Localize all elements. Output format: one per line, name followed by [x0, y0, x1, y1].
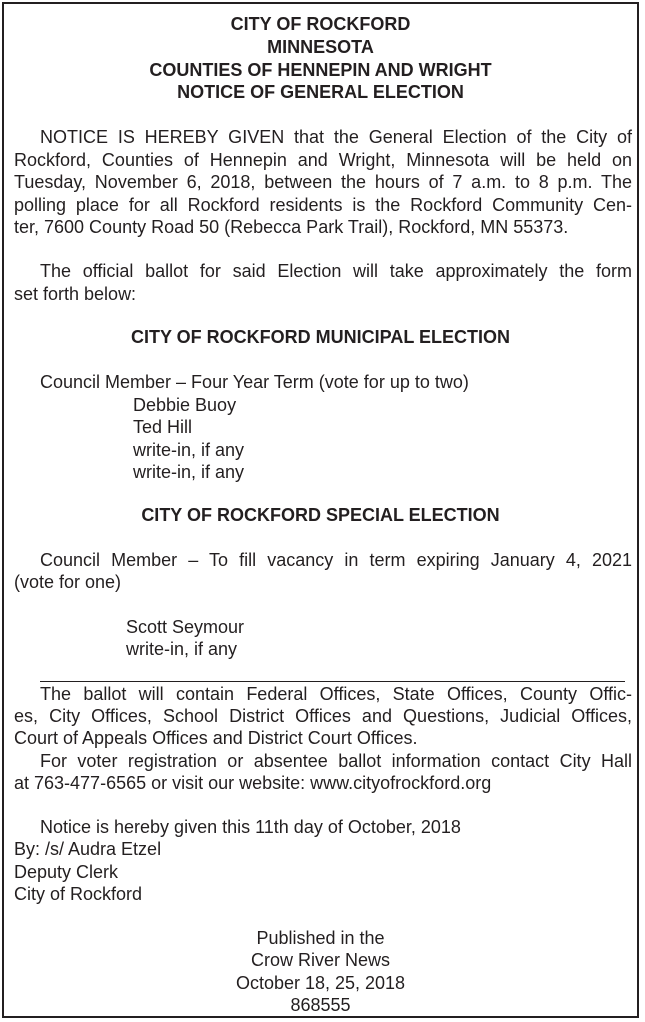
candidate-2: Ted Hill [133, 417, 193, 437]
ballot-note-line-3: Court of Appeals Offices and District Court Offices. [14, 728, 418, 748]
write-in-1: write-in, if any [133, 440, 245, 460]
notice-date: Notice is hereby given this 11th day of October, 2018 [40, 817, 461, 837]
special-candidate: Scott Seymour [126, 617, 245, 637]
special-heading: CITY OF ROCKFORD SPECIAL ELECTION [141, 505, 500, 525]
ballot-intro-line-1: The official ballot for said Election will take approximately the form [40, 261, 632, 281]
intro-line-4: polling place for all Rockford residents is the Rockford Community Cen- [14, 195, 632, 215]
publication-label: Published in the [256, 928, 385, 948]
intro-line-3: Tuesday, November 6, 2018, between the hours of 7 a.m. to 8 p.m. The [14, 172, 632, 192]
signer-organization: City of Rockford [14, 884, 143, 904]
intro-line-2: Rockford, Counties of Hennepin and Wright, Minnesota will be held on [14, 150, 632, 170]
intro-line-5: ter, 7600 County Road 50 (Rebecca Park Trail), Rockford, MN 55373. [14, 217, 569, 237]
ballot-intro-line-2: set forth below: [14, 284, 137, 304]
signer-title: Deputy Clerk [14, 862, 119, 882]
publication-name: Crow River News [250, 950, 391, 970]
header-counties: COUNTIES OF HENNEPIN AND WRIGHT [149, 60, 492, 80]
election-notice [2, 2, 639, 1018]
publication-id: 868555 [290, 995, 351, 1015]
header-city: CITY OF ROCKFORD [230, 14, 411, 34]
municipal-office: Council Member – Four Year Term (vote for up to two) [40, 372, 469, 392]
special-office-line-1: Council Member – To fill vacancy in term expiring January 4, 2021 [40, 550, 632, 570]
special-write-in: write-in, if any [126, 639, 238, 659]
header-state: MINNESOTA [267, 37, 374, 57]
publication-dates: October 18, 25, 2018 [235, 973, 406, 993]
candidate-1: Debbie Buoy [133, 395, 237, 415]
ballot-note-line-2: es, City Offices, School District Offices and Questions, Judicial Offices, [14, 706, 632, 726]
special-office-line-2: (vote for one) [14, 572, 122, 592]
contact-line-2: at 763-477-6565 or visit our website: www.cityofrockford.org [14, 773, 492, 793]
intro-line-1: NOTICE IS HEREBY GIVEN that the General Election of the City of [40, 127, 632, 147]
ballot-note-line-1: The ballot will contain Federal Offices, State Offices, County Offic- [40, 684, 632, 704]
divider-rule [40, 681, 625, 682]
contact-line-1: For voter registration or absentee ballot information contact City Hall [40, 751, 632, 771]
notice-title: NOTICE OF GENERAL ELECTION [177, 82, 464, 102]
signed-by: By: /s/ Audra Etzel [14, 839, 162, 859]
municipal-heading: CITY OF ROCKFORD MUNICIPAL ELECTION [130, 327, 510, 347]
write-in-2: write-in, if any [133, 462, 245, 482]
